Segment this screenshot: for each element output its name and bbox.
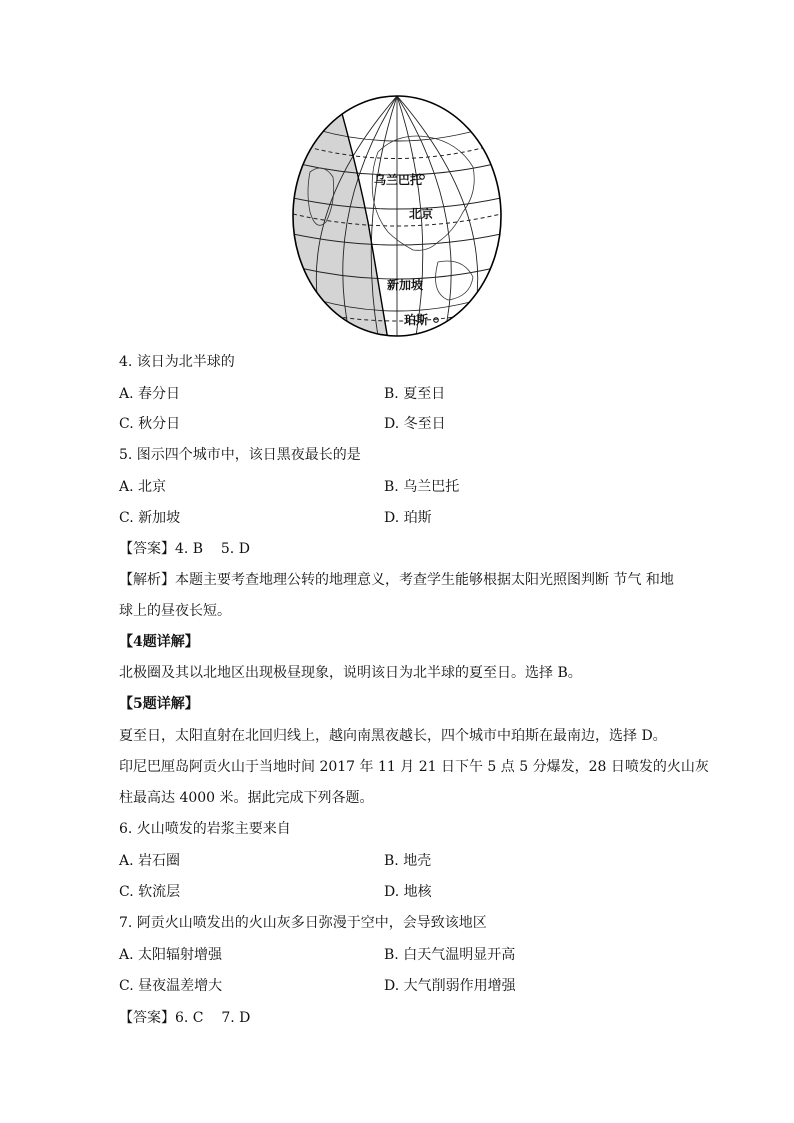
- detail-5-title: 【5题详解】: [119, 696, 199, 712]
- q6-option-c: C. 软流层: [119, 884, 181, 900]
- q6-stem: 6. 火山喷发的岩浆主要来自: [119, 821, 291, 837]
- answer-4-5: 【答案】4. B 5. D: [119, 541, 250, 557]
- q5-option-d: D. 珀斯: [384, 510, 432, 526]
- q5-stem: 5. 图示四个城市中，该日黑夜最长的是: [119, 447, 361, 463]
- globe-illustration: [288, 92, 506, 340]
- analysis-line-1: 【解析】本题主要考查地理公转的地理意义，考查学生能够根据太阳光照图判断 节气 和地: [119, 572, 674, 588]
- detail-5-text: 夏至日，太阳直射在北回归线上，越向南黑夜越长，四个城市中珀斯在最南边，选择 D。: [119, 728, 667, 744]
- q7-option-a: A. 太阳辐射增强: [119, 947, 223, 963]
- analysis-line-2: 球上的昼夜长短。: [119, 603, 231, 619]
- q4-option-b: B. 夏至日: [384, 386, 446, 402]
- q6-option-a: A. 岩石圈: [119, 853, 181, 869]
- intro-line-1: 印尼巴厘岛阿贡火山于当地时间 2017 年 11 月 21 日下午 5 点 5 分爆发，28 日喷发的火山灰: [119, 759, 709, 775]
- q7-option-d: D. 大气削弱作用增强: [384, 978, 516, 994]
- label-singapore: 新加坡: [387, 278, 424, 292]
- q7-option-c: C. 昼夜温差增大: [119, 978, 223, 994]
- q5-option-b: B. 乌兰巴托: [384, 479, 460, 495]
- q4-option-a: A. 春分日: [119, 386, 181, 402]
- label-perth: 珀斯: [404, 313, 429, 327]
- q4-stem: 4. 该日为北半球的: [119, 354, 235, 370]
- label-beijing: 北京: [409, 207, 434, 221]
- q4-option-d: D. 冬至日: [384, 416, 446, 432]
- detail-4-title: 【4题详解】: [119, 634, 199, 650]
- q4-option-c: C. 秋分日: [119, 416, 181, 432]
- q5-option-a: A. 北京: [119, 479, 167, 495]
- answer-6-7: 【答案】6. C 7. D: [119, 1010, 251, 1026]
- intro-line-2: 柱最高达 4000 米。据此完成下列各题。: [119, 790, 374, 806]
- globe-figure: [288, 92, 506, 340]
- q6-option-d: D. 地核: [384, 884, 432, 900]
- q7-stem: 7. 阿贡火山喷发出的火山灰多日弥漫于空中，会导致该地区: [119, 915, 487, 931]
- q6-option-b: B. 地壳: [384, 853, 432, 869]
- label-ulaanbaatar: 乌兰巴托: [374, 173, 423, 187]
- detail-4-text: 北极圈及其以北地区出现极昼现象，说明该日为北半球的夏至日。选择 B。: [119, 665, 582, 681]
- q7-option-b: B. 白天气温明显开高: [384, 947, 516, 963]
- q5-option-c: C. 新加坡: [119, 510, 181, 526]
